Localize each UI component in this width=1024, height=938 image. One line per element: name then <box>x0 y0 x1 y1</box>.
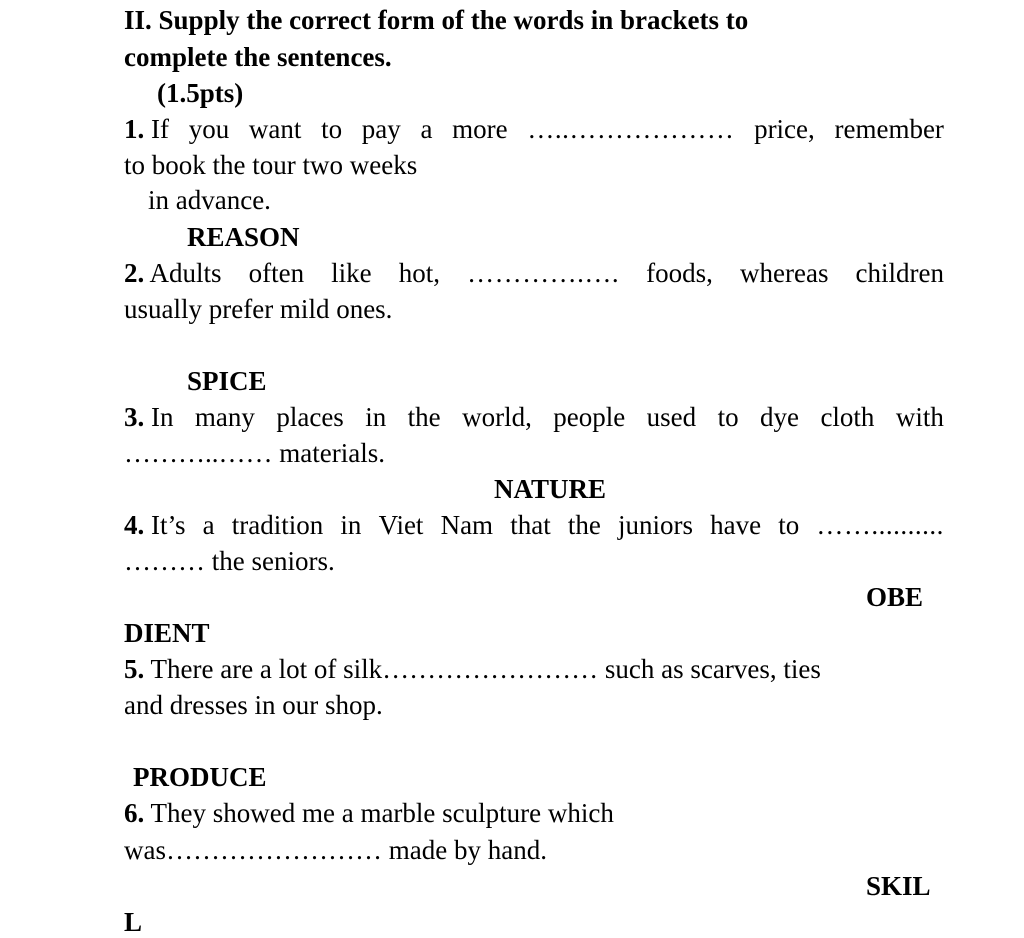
item-3-line-1 <box>124 401 944 433</box>
item-2-keyword: SPICE <box>187 366 267 396</box>
word: Viet <box>378 510 424 540</box>
item-6-keyword-part-2: L <box>124 907 143 937</box>
item-4-keyword-part-2: DIENT <box>124 618 210 648</box>
word: price, <box>754 114 815 144</box>
word: to <box>321 114 343 144</box>
item-1-keyword: REASON <box>187 222 300 252</box>
item-1-line-2: to book the tour two weeks <box>124 150 418 180</box>
word: people <box>553 402 626 432</box>
item-5-line-2: and dresses in our shop. <box>124 690 383 720</box>
word: dye <box>760 402 800 432</box>
item-4-number: 4. <box>124 510 145 540</box>
word: to <box>778 510 800 540</box>
word: with <box>895 402 944 432</box>
section-title-line-2: complete the sentences. <box>124 42 392 72</box>
item-4-line-1 <box>124 509 944 541</box>
word: pay <box>361 114 401 144</box>
word: like <box>331 258 372 288</box>
item-5-number: 5. <box>124 654 145 684</box>
word: to <box>717 402 739 432</box>
word: If <box>151 114 169 144</box>
item-4-keyword-part-1: OBE <box>866 582 924 612</box>
word: the <box>567 510 601 540</box>
item-1-number: 1. <box>124 114 145 144</box>
word: children <box>855 258 944 288</box>
word: many <box>194 402 255 432</box>
word: hot, <box>398 258 441 288</box>
answer-blank-4[interactable]: …….......... <box>816 510 944 540</box>
item-3-keyword: NATURE <box>494 474 607 504</box>
item-6-line-2: was…………………… made by hand. <box>124 835 547 865</box>
word: tradition <box>231 510 324 540</box>
word: in <box>365 402 387 432</box>
word: remember <box>834 114 944 144</box>
word: more <box>452 114 508 144</box>
item-1-line-1 <box>124 113 944 145</box>
word: It’s <box>151 510 186 540</box>
item-5-text: There are a lot of silk…………………… such as scarves, ties <box>150 654 821 684</box>
item-2-line-1 <box>124 257 944 289</box>
word: want <box>248 114 302 144</box>
item-2-line-2: usually prefer mild ones. <box>124 294 393 324</box>
item-1-line-3: in advance. <box>148 185 271 215</box>
word: Adults <box>149 258 222 288</box>
word: have <box>710 510 762 540</box>
word: In <box>151 402 174 432</box>
word: that <box>510 510 551 540</box>
word: a <box>420 114 433 144</box>
item-6-number: 6. <box>124 798 145 828</box>
word: you <box>188 114 230 144</box>
item-6-text: They showed me a marble sculpture which <box>150 798 614 828</box>
word: often <box>248 258 305 288</box>
word: world, <box>462 402 532 432</box>
word: whereas <box>740 258 829 288</box>
item-3-number: 3. <box>124 402 145 432</box>
word: foods, <box>646 258 713 288</box>
item-5-line-1 <box>124 653 821 685</box>
item-3-line-2: ………..…… materials. <box>124 438 385 468</box>
section-title-line-1: II. Supply the correct form of the words in brackets to <box>124 5 749 35</box>
points-label: (1.5pts) <box>157 78 244 108</box>
word: cloth <box>820 402 875 432</box>
word: used <box>646 402 697 432</box>
item-2-number: 2. <box>124 258 145 288</box>
word: a <box>202 510 215 540</box>
answer-blank-2[interactable]: ………….…. <box>467 258 620 288</box>
word: in <box>340 510 362 540</box>
answer-blank-1[interactable]: …..……………… <box>527 114 735 144</box>
item-4-line-2: ……… the seniors. <box>124 546 335 576</box>
item-6-keyword-part-1: SKIL <box>866 871 931 901</box>
word: juniors <box>617 510 693 540</box>
item-6-line-1 <box>124 797 614 829</box>
item-5-keyword: PRODUCE <box>133 762 267 792</box>
word: the <box>407 402 441 432</box>
word: Nam <box>440 510 494 540</box>
word: places <box>276 402 344 432</box>
